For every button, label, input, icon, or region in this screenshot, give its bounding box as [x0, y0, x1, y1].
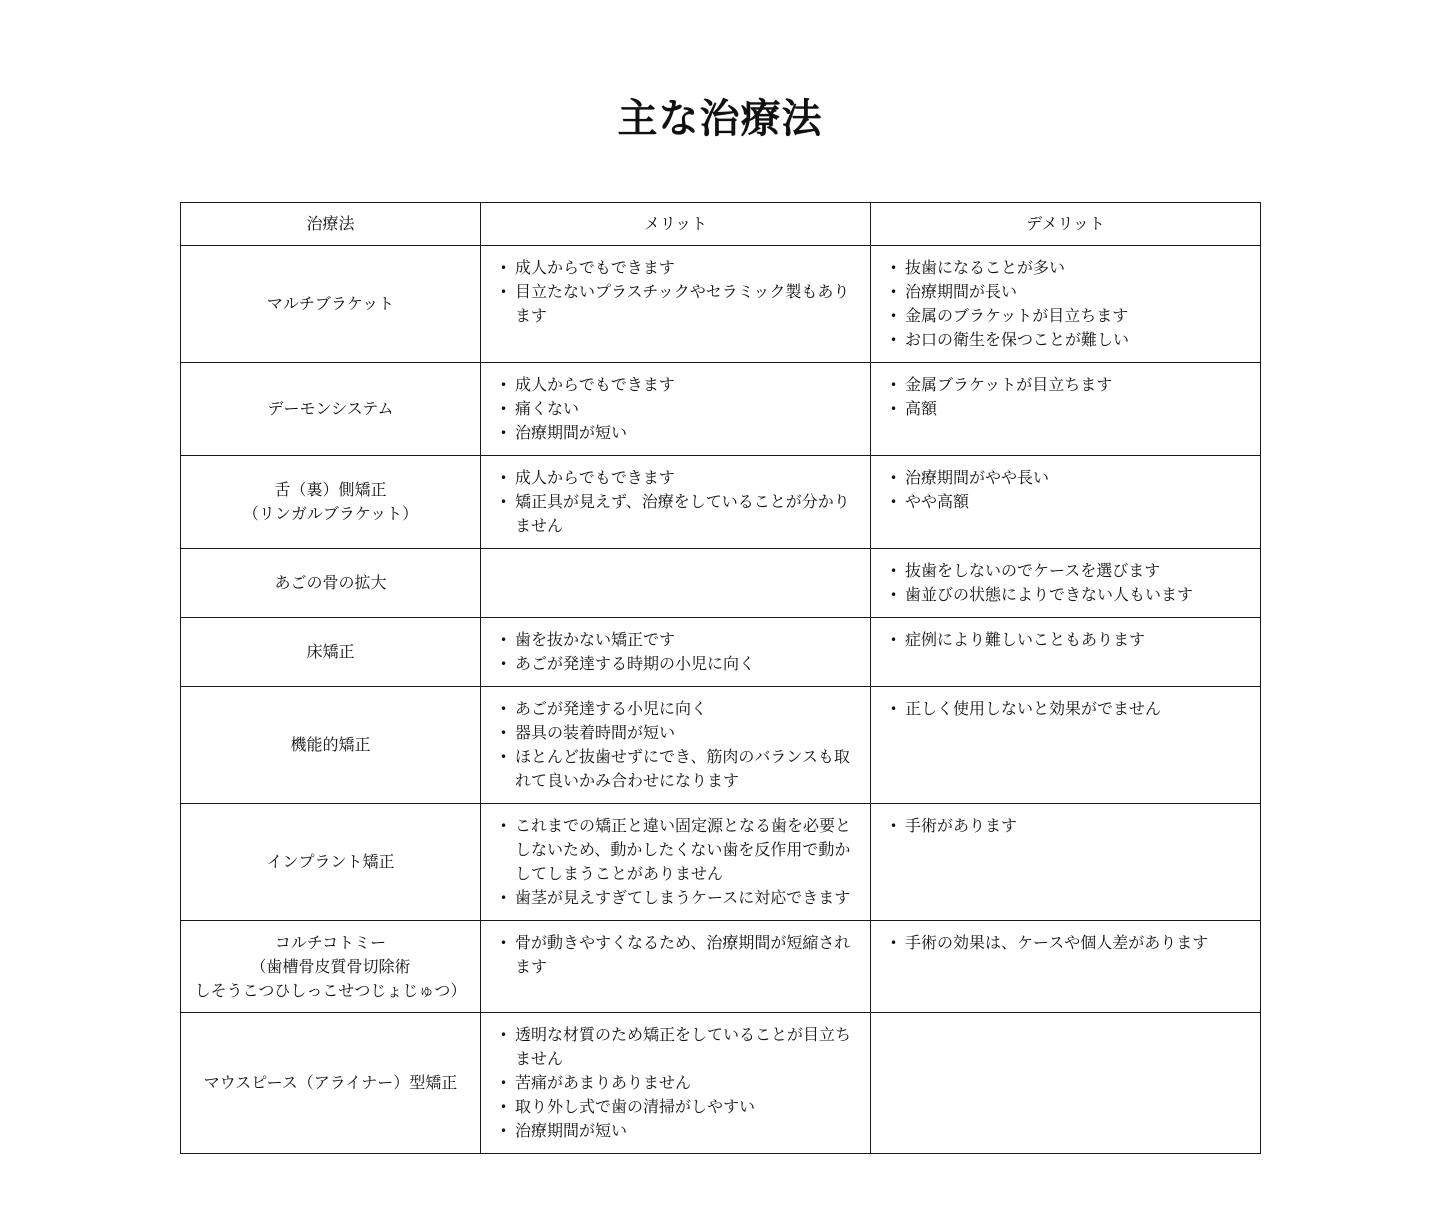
treatment-name: デーモンシステム — [267, 399, 394, 418]
demerits-list — [889, 814, 1244, 838]
demerit-item: • お口の衛生を保つことが難しい — [889, 328, 1244, 352]
merits-cell — [481, 549, 871, 618]
merits-cell — [481, 804, 871, 921]
table-row — [181, 549, 1261, 618]
merit-item: • 成人からでもできます — [499, 466, 854, 490]
demerit-item: • 抜歯になることが多い — [889, 256, 1244, 280]
merit-item: • あごが発達する小児に向く — [499, 697, 854, 721]
treatment-name: マルチブラケット — [266, 294, 395, 313]
merits-cell — [481, 363, 871, 456]
treatment-name: 機能的矯正 — [290, 735, 371, 754]
demerit-item: • 治療期間がやや長い — [889, 466, 1244, 490]
merit-item: • 骨が動きやすくなるため、治療期間が短縮されます — [499, 931, 854, 979]
demerit-item: • 正しく使用しないと効果がでません — [889, 697, 1244, 721]
demerits-cell — [871, 456, 1261, 549]
demerit-item: • 高額 — [889, 397, 1244, 421]
merit-item: • 透明な材質のため矯正をしていることが目立ちません — [499, 1023, 854, 1071]
merit-item: • 痛くない — [499, 397, 854, 421]
table-header-row — [181, 203, 1261, 246]
table-row — [181, 618, 1261, 687]
merit-item: • 治療期間が短い — [499, 1119, 854, 1143]
treatment-name-cell — [181, 549, 481, 618]
merit-item: • 苦痛があまりありません — [499, 1071, 854, 1095]
treatment-name-cell — [181, 456, 481, 549]
demerits-list — [889, 559, 1244, 607]
treatment-name-cell — [181, 246, 481, 363]
demerit-item: • 手術の効果は、ケースや個人差があります — [889, 931, 1244, 955]
merits-cell — [481, 456, 871, 549]
demerits-list — [889, 697, 1244, 721]
merit-item: • 取り外し式で歯の清掃がしやすい — [499, 1095, 854, 1119]
header-treatment: 治療法 — [181, 203, 481, 246]
demerits-cell — [871, 363, 1261, 456]
merits-cell — [481, 246, 871, 363]
treatment-name: しそうこつひしっこせつじょじゅつ） — [194, 980, 467, 1000]
merits-list — [499, 814, 854, 910]
table-row — [181, 246, 1261, 363]
header-merits: メリット — [481, 203, 871, 246]
treatment-name: （リンガルブラケット） — [242, 504, 419, 523]
merits-list — [499, 628, 854, 676]
demerit-item: • やや高額 — [889, 490, 1244, 514]
demerits-cell — [871, 804, 1261, 921]
treatment-name-cell — [181, 618, 481, 687]
merits-cell — [481, 687, 871, 804]
header-demerits: デメリット — [871, 203, 1261, 246]
treatment-name-cell — [181, 921, 481, 1013]
treatment-name: インプラント矯正 — [266, 852, 395, 871]
merit-item: • 成人からでもできます — [499, 373, 854, 397]
merits-list — [499, 466, 854, 538]
demerit-item: • 抜歯をしないのでケースを選びます — [889, 559, 1244, 583]
treatment-name: マウスピース（アライナー）型矯正 — [203, 1073, 458, 1092]
merits-list — [499, 697, 854, 793]
treatment-table — [180, 202, 1261, 1154]
merits-cell — [481, 921, 871, 1013]
treatment-name-cell — [181, 1013, 481, 1154]
demerit-item: • 金属ブラケットが目立ちます — [889, 373, 1244, 397]
demerits-list — [889, 931, 1244, 955]
merits-list — [499, 256, 854, 328]
merit-item: • これまでの矯正と違い固定源となる歯を必要としないため、動かしたくない歯を反作用で動かしてしまうことがありません — [499, 814, 854, 886]
treatment-name: （歯槽骨皮質骨切除術 — [250, 956, 411, 976]
treatment-name: 舌（裏）側矯正 — [274, 480, 387, 499]
merit-item: • 治療期間が短い — [499, 421, 854, 445]
demerits-cell — [871, 687, 1261, 804]
merits-list — [499, 373, 854, 445]
table-body — [181, 246, 1261, 1154]
demerit-item: • 金属のブラケットが目立ちます — [889, 304, 1244, 328]
table-row — [181, 687, 1261, 804]
demerit-item: • 手術があります — [889, 814, 1244, 838]
page-title: 主な治療法 — [617, 96, 823, 142]
table-row — [181, 456, 1261, 549]
table-row — [181, 804, 1261, 921]
demerits-list — [889, 466, 1244, 514]
merits-list — [499, 1023, 854, 1143]
demerit-item: • 歯並びの状態によりできない人もいます — [889, 583, 1244, 607]
treatment-name-cell — [181, 363, 481, 456]
merit-item: • 歯を抜かない矯正です — [499, 628, 854, 652]
table-row — [181, 363, 1261, 456]
demerits-cell — [871, 246, 1261, 363]
demerits-cell — [871, 1013, 1261, 1154]
demerit-item: • 症例により難しいこともあります — [889, 628, 1244, 652]
demerits-list — [889, 373, 1244, 421]
demerits-cell — [871, 618, 1261, 687]
demerits-list — [889, 256, 1244, 352]
demerit-item: • 治療期間が長い — [889, 280, 1244, 304]
table-row — [181, 1013, 1261, 1154]
merit-item: • 矯正具が見えず、治療をしていることが分かりません — [499, 490, 854, 538]
demerits-list — [889, 628, 1244, 652]
merit-item: • 成人からでもできます — [499, 256, 854, 280]
treatment-name: コルチコトミー — [274, 932, 387, 952]
demerits-cell — [871, 549, 1261, 618]
merit-item: • ほとんど抜歯せずにでき、筋肉のバランスも取れて良いかみ合わせになります — [499, 745, 854, 793]
treatment-name-cell — [181, 687, 481, 804]
merits-list — [499, 931, 854, 979]
treatment-name: 床矯正 — [306, 642, 355, 661]
merit-item: • あごが発達する時期の小児に向く — [499, 652, 854, 676]
merit-item: • 歯茎が見えすぎてしまうケースに対応できます — [499, 886, 854, 910]
merit-item: • 目立たないプラスチックやセラミック製もあります — [499, 280, 854, 328]
treatment-name: あごの骨の拡大 — [274, 573, 387, 592]
table-row — [181, 921, 1261, 1013]
merit-item: • 器具の装着時間が短い — [499, 721, 854, 745]
demerits-cell — [871, 921, 1261, 1013]
merits-cell — [481, 618, 871, 687]
treatment-name-cell — [181, 804, 481, 921]
merits-cell — [481, 1013, 871, 1154]
